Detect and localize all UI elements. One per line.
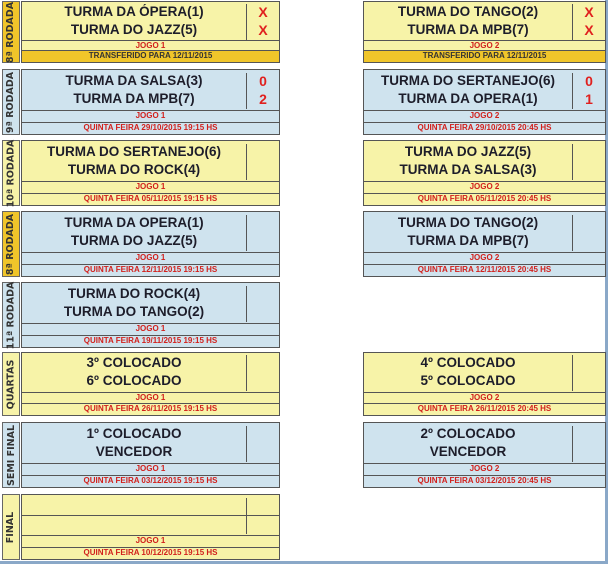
team-name: TURMA DA OPERA(1) (364, 91, 573, 109)
game-card (21, 352, 280, 416)
team-score: X (258, 22, 268, 38)
team-row (364, 426, 605, 444)
game-card (21, 282, 280, 348)
game-number: JOGO 2 (364, 181, 605, 192)
round-label (2, 211, 20, 277)
game-number: JOGO 1 (22, 535, 279, 546)
team-row (364, 73, 605, 91)
game-date: QUINTA FEIRA 05/11/2015 20:45 HS (364, 193, 605, 205)
team-score (247, 444, 279, 462)
team-row (364, 144, 605, 162)
team-name: 4º COLOCADO (364, 355, 573, 373)
game-card (21, 422, 280, 488)
round-8-section (2, 1, 606, 63)
team-name: TURMA DA ÓPERA(1) (22, 4, 247, 22)
team-row (22, 215, 279, 233)
quarterfinal-section (2, 352, 606, 416)
game-number: JOGO 1 (22, 40, 279, 51)
team-name: TURMA DO JAZZ(5) (22, 233, 247, 251)
game-card (363, 69, 606, 135)
team-score (573, 144, 605, 162)
team-name: TURMA DO SERTANEJO(6) (364, 73, 573, 91)
team-row (364, 215, 605, 233)
team-name: TURMA DA SALSA(3) (22, 73, 247, 91)
team-score (247, 233, 279, 251)
game-date: QUINTA FEIRA 05/11/2015 19:15 HS (22, 193, 279, 205)
team-score (573, 444, 605, 462)
team-name: VENCEDOR (364, 444, 573, 462)
round-label (2, 282, 20, 348)
game-number: JOGO 1 (22, 463, 279, 474)
team-row (22, 286, 279, 304)
team-score: 1 (585, 91, 593, 107)
team-name: TURMA DO ROCK(4) (22, 286, 247, 304)
team-score (247, 498, 279, 515)
team-score: 0 (259, 73, 267, 89)
game-card (21, 494, 280, 560)
round-label-text: FINAL (5, 511, 17, 543)
team-score (247, 426, 279, 444)
team-name: TURMA DO TANGO(2) (22, 304, 247, 322)
game-card (21, 69, 280, 135)
team-row (22, 73, 279, 91)
team-name: TURMA DA MPB(7) (22, 91, 247, 109)
round-label-text: 11ª RODADA (5, 281, 17, 349)
team-row (22, 233, 279, 251)
team-score (247, 304, 279, 322)
game-date: QUINTA FEIRA 10/12/2015 19:15 HS (22, 547, 279, 559)
team-row (364, 355, 605, 373)
team-score (247, 144, 279, 162)
round-label-text: 8ª RODADA (5, 213, 17, 275)
round-9-section (2, 69, 606, 135)
team-score (247, 355, 279, 373)
game-date: TRANSFERIDO PARA 12/11/2015 (364, 50, 605, 62)
team-score (247, 162, 279, 180)
round-label (2, 69, 20, 135)
game-number: JOGO 1 (22, 323, 279, 334)
round-label-text: SEMI FINAL (5, 424, 17, 486)
game-date: QUINTA FEIRA 29/10/2015 19:15 HS (22, 122, 279, 134)
team-name: TURMA DO TANGO(2) (364, 4, 573, 22)
team-name: TURMA DA OPERA(1) (22, 215, 247, 233)
team-row (22, 426, 279, 444)
game-card (363, 422, 606, 488)
team-row (22, 91, 279, 109)
game-number: JOGO 2 (364, 392, 605, 403)
game-date: QUINTA FEIRA 12/11/2015 20:45 HS (364, 264, 605, 276)
game-card (363, 140, 606, 206)
round-label-text: 8ª RODADA (5, 1, 17, 63)
team-score (573, 355, 605, 373)
game-date: TRANSFERIDO PARA 12/11/2015 (22, 50, 279, 62)
team-score (247, 215, 279, 233)
round-label-text: 10ª RODADA (5, 139, 17, 207)
team-name: TURMA DO TANGO(2) (364, 215, 573, 233)
team-score (573, 215, 605, 233)
game-number: JOGO 1 (22, 110, 279, 121)
game-date: QUINTA FEIRA 26/11/2015 19:15 HS (22, 403, 279, 415)
team-score: X (258, 4, 268, 20)
round-label (2, 352, 20, 416)
team-score (247, 373, 279, 391)
team-name: TURMA DO JAZZ(5) (22, 22, 247, 40)
round-label (2, 422, 20, 488)
game-date: QUINTA FEIRA 03/12/2015 20:45 HS (364, 475, 605, 487)
round-10-section (2, 140, 606, 206)
team-row (22, 355, 279, 373)
game-card (363, 1, 606, 63)
game-number: JOGO 2 (364, 40, 605, 51)
round-label (2, 1, 20, 63)
team-score (247, 516, 279, 534)
team-row (364, 4, 605, 22)
round-label-text: QUARTAS (5, 359, 17, 409)
game-number: JOGO 1 (22, 181, 279, 192)
game-number: JOGO 1 (22, 252, 279, 263)
team-name: TURMA DA MPB(7) (364, 22, 573, 40)
game-card (21, 211, 280, 277)
team-row (22, 498, 279, 516)
round-label (2, 140, 20, 206)
game-card (21, 1, 280, 63)
team-row (22, 373, 279, 391)
team-name: 5º COLOCADO (364, 373, 573, 391)
game-number: JOGO 1 (22, 392, 279, 403)
game-date: QUINTA FEIRA 19/11/2015 19:15 HS (22, 335, 279, 347)
team-score (573, 162, 605, 180)
team-row (364, 91, 605, 109)
team-name (22, 516, 247, 534)
round-label (2, 494, 20, 560)
game-date: QUINTA FEIRA 03/12/2015 19:15 HS (22, 475, 279, 487)
team-row (22, 144, 279, 162)
team-name: 2º COLOCADO (364, 426, 573, 444)
team-score: X (584, 4, 594, 20)
team-name: 6º COLOCADO (22, 373, 247, 391)
round-8-rescheduled-section (2, 211, 606, 277)
game-number: JOGO 2 (364, 463, 605, 474)
team-name: TURMA DA MPB(7) (364, 233, 573, 251)
team-row (22, 162, 279, 180)
game-card (363, 211, 606, 277)
game-number: JOGO 2 (364, 252, 605, 263)
team-score: X (584, 22, 594, 38)
team-row (22, 516, 279, 534)
round-11-section (2, 282, 282, 348)
team-row (22, 444, 279, 462)
semifinal-section (2, 422, 606, 488)
team-row (364, 444, 605, 462)
round-label-text: 9ª RODADA (5, 71, 17, 133)
game-card (21, 140, 280, 206)
team-row (364, 162, 605, 180)
team-name: 3º COLOCADO (22, 355, 247, 373)
team-name: TURMA DO JAZZ(5) (364, 144, 573, 162)
team-score (573, 426, 605, 444)
team-name: TURMA DO ROCK(4) (22, 162, 247, 180)
team-name: TURMA DA SALSA(3) (364, 162, 573, 180)
game-number: JOGO 2 (364, 110, 605, 121)
team-row (364, 373, 605, 391)
team-row (364, 233, 605, 251)
team-row (22, 4, 279, 22)
team-name (22, 498, 247, 515)
team-name: 1º COLOCADO (22, 426, 247, 444)
team-row (364, 22, 605, 40)
team-name: VENCEDOR (22, 444, 247, 462)
team-score: 0 (585, 73, 593, 89)
game-date: QUINTA FEIRA 12/11/2015 19:15 HS (22, 264, 279, 276)
team-name: TURMA DO SERTANEJO(6) (22, 144, 247, 162)
game-card (363, 352, 606, 416)
final-section (2, 494, 282, 560)
team-row (22, 22, 279, 40)
game-date: QUINTA FEIRA 29/10/2015 20:45 HS (364, 122, 605, 134)
team-score: 2 (259, 91, 267, 107)
team-score (247, 286, 279, 304)
team-score (573, 233, 605, 251)
team-score (573, 373, 605, 391)
team-row (22, 304, 279, 322)
game-date: QUINTA FEIRA 26/11/2015 20:45 HS (364, 403, 605, 415)
